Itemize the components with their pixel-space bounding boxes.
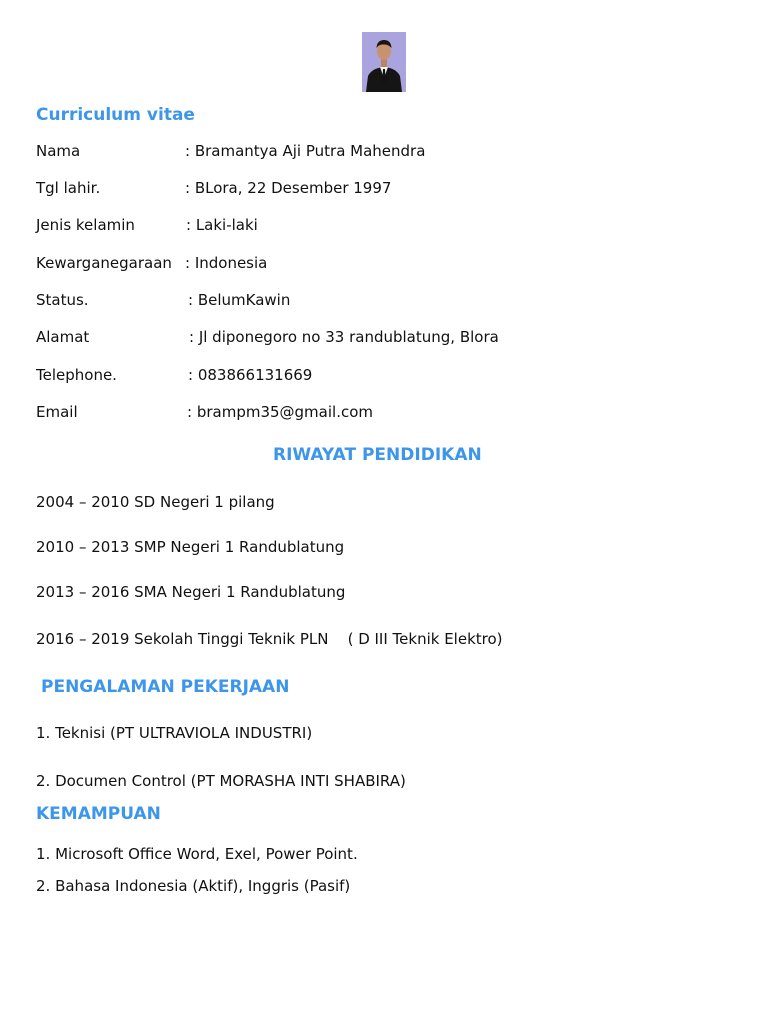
birth-value: : BLora, 22 Desember 1997 bbox=[185, 179, 392, 197]
list-item: 2010 – 2013 SMP Negeri 1 Randublatung bbox=[36, 538, 345, 556]
status-value: : BelumKawin bbox=[188, 291, 291, 309]
page-title: Curriculum vitae bbox=[36, 105, 195, 125]
list-item: 2016 – 2019 Sekolah Tinggi Teknik PLN ( D III Teknik Elektro) bbox=[36, 630, 503, 648]
citizenship-value: : Indonesia bbox=[185, 254, 268, 272]
gender-value: : Laki-laki bbox=[186, 216, 258, 234]
name-value: : Bramantya Aji Putra Mahendra bbox=[185, 142, 426, 160]
list-item: 2. Bahasa Indonesia (Aktif), Inggris (Pasif) bbox=[36, 877, 351, 895]
education-heading: RIWAYAT PENDIDIKAN bbox=[273, 445, 482, 465]
birth-label: Tgl lahir. bbox=[36, 179, 101, 197]
list-item: 1. Microsoft Office Word, Exel, Power Point. bbox=[36, 845, 358, 863]
citizenship-label: Kewarganegaraan bbox=[36, 254, 172, 272]
experience-heading: PENGALAMAN PEKERJAAN bbox=[41, 677, 290, 697]
telephone-value: : 083866131669 bbox=[188, 366, 313, 384]
email-label: Email bbox=[36, 403, 78, 421]
address-label: Alamat bbox=[36, 328, 90, 346]
telephone-label: Telephone. bbox=[36, 366, 117, 384]
list-item: 1. Teknisi (PT ULTRAVIOLA INDUSTRI) bbox=[36, 724, 313, 742]
name-label: Nama bbox=[36, 142, 81, 160]
profile-photo bbox=[362, 32, 406, 92]
skills-heading: KEMAMPUAN bbox=[36, 804, 161, 824]
email-value: : brampm35@gmail.com bbox=[187, 403, 373, 421]
gender-label: Jenis kelamin bbox=[36, 216, 135, 234]
status-label: Status. bbox=[36, 291, 89, 309]
list-item: 2004 – 2010 SD Negeri 1 pilang bbox=[36, 493, 275, 511]
list-item: 2013 – 2016 SMA Negeri 1 Randublatung bbox=[36, 583, 346, 601]
list-item: 2. Documen Control (PT MORASHA INTI SHABIRA) bbox=[36, 772, 406, 790]
person-photo-icon bbox=[362, 32, 406, 92]
address-value: : Jl diponegoro no 33 randublatung, Blora bbox=[189, 328, 499, 346]
